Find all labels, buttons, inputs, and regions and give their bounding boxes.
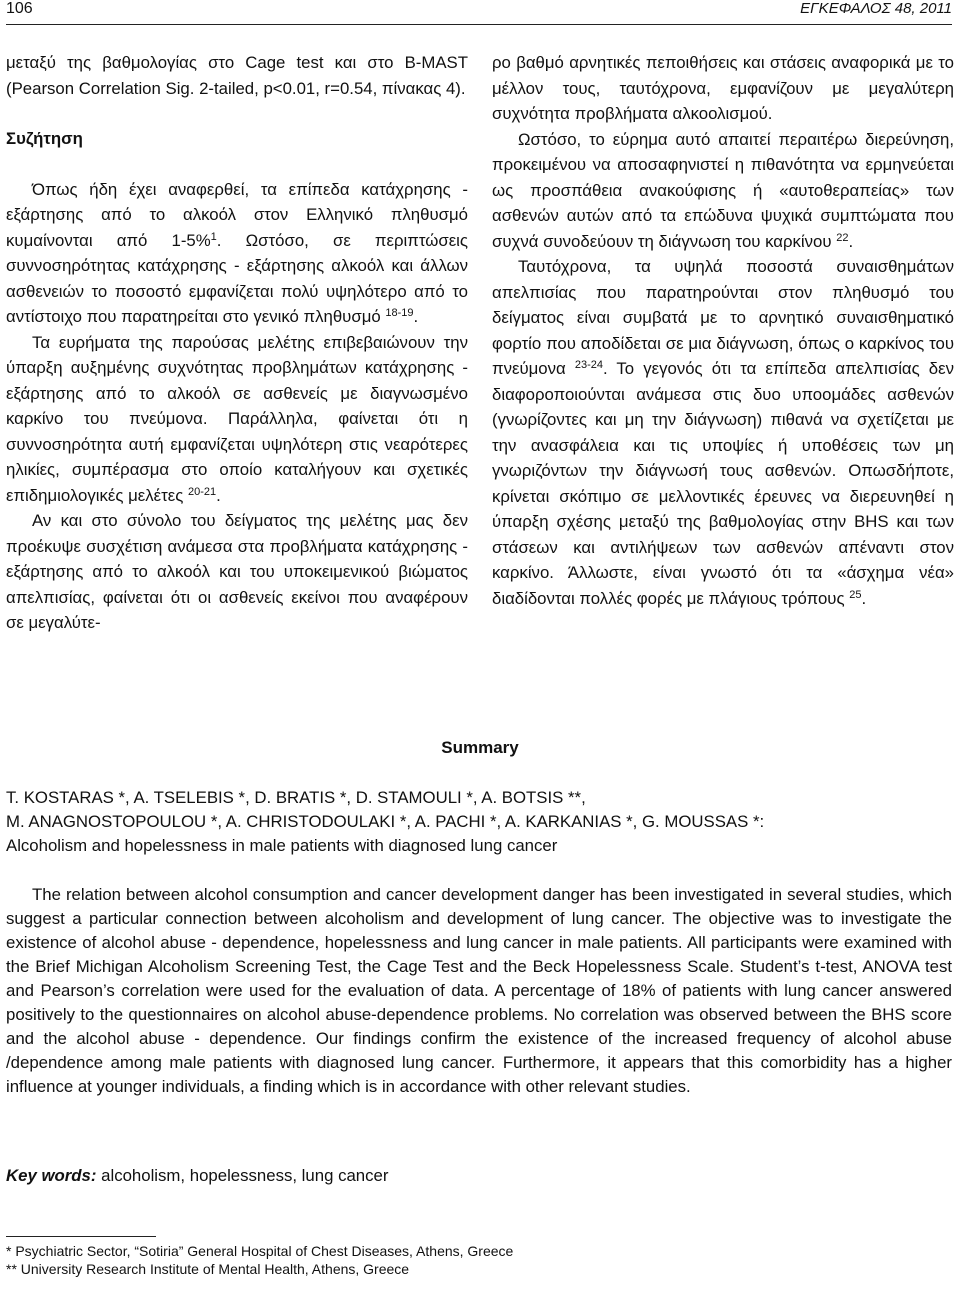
intro-paragraph: μεταξύ της βαθμολογίας στο Cage test και στο B-MAST (Pearson Correlation Sig. 2-tailed, p<0.01, r=0.54, πίνακας 4).: [6, 53, 468, 98]
footnote-rule: [6, 1236, 156, 1237]
summary-authors-block: [6, 786, 952, 858]
discussion-paragraph-1: [6, 177, 468, 330]
citation: 22: [836, 231, 849, 244]
text-run: .: [216, 485, 221, 505]
discussion-paragraph-4: [492, 127, 954, 255]
citation: 1: [210, 230, 217, 243]
text-run: . Το γεγονός ότι τα επίπεδα απελπισίας δεν διαφοροποιούνται ανάμεσα στις δυο υποομάδες ασθενών (γνωρίζοντες και μη την διάγνωση) πιθανά να σχετίζεται με την ανασφάλεια και τις υποψίες ή υποθέσεις των μη γνωριζόντων την διάγνωσή τους ασθενών. Οπωσδήποτε, κρίνεται σκόπιμο σε μελλοντικές έρευνες να διερευνηθεί η ύπαρξη σχέσης μεταξύ της βαθμολογίας στην BHS και των στάσεων και αντιλήψεων των ασθενών απέναντι στον καρκίνο. Άλλωστε, είναι γνωστό ότι τα «άσχημα νέα» διαδίδονται πολλές φορές με πλάγιους τρόπους: [492, 359, 955, 608]
left-column: [6, 50, 468, 636]
text-run: Ωστόσο, το εύρημα αυτό απαιτεί περαιτέρω διερεύνηση, προκειμένου να αποσαφηνιστεί η πιθανότητα να ερμηνεύεται ως προσπάθεια ανακούφισης ή «αυτοθεραπείας» των ασθενών αυτών από τα επώδυνα ψυχικά συμπτώματα που συχνά συνοδεύουν τη διάγνωση του καρκίνου: [492, 129, 954, 251]
keywords-list: alcoholism, hopelessness, lung cancer: [96, 1166, 389, 1185]
citation: 25: [849, 588, 862, 601]
footnote-1: * Psychiatric Sector, “Sotiria” General Hospital of Chest Diseases, Athens, Greece: [6, 1243, 514, 1259]
keywords-line: [6, 1166, 952, 1186]
text-run: Τα ευρήματα της παρούσας μελέτης επιβεβαιώνουν την ύπαρξη αυξημένης συχνότητας προβλημάτων κατάχρησης - εξάρτησης από το αλκοόλ σε ασθενείς με διαγνωσμένο καρκίνο του πνεύμονα. Παράλληλα, φαίνεται ότι η συννοσηρότητα αυτή εμφανίζεται υψηλότερη στις νεαρότερες ηλικίες, συμπέρασμα στο οποίο καταλήγουν και σχετικές επιδημιολογικές μελέτες: [6, 332, 468, 505]
text-run: .: [848, 231, 854, 251]
discussion-paragraph-3: Αν και στο σύνολο του δείγματος της μελέτης μας δεν προέκυψε συσχέτιση ανάμεσα στα προβλήματα κατάχρησης - εξάρτησης από το αλκοόλ και του υποκειμενικού βιώματος απελπισίας, φαίνεται ότι οι ασθενείς εκείνοι που αναφέρουν σε μεγαλύτε-: [6, 511, 468, 632]
page-number: 106: [6, 0, 33, 17]
keywords-label: Key words:: [6, 1166, 97, 1185]
right-column: [492, 50, 954, 611]
footnotes: [6, 1242, 513, 1278]
authors-line-2: M. ANAGNOSTOPOULOU *, A. CHRISTODOULAKI *, A. PACHI *, A. KARKANIAS *, G. MOUSSAS *:: [6, 812, 765, 831]
summary-heading: Summary: [441, 738, 519, 757]
footnote-2: ** University Research Institute of Mental Health, Athens, Greece: [6, 1261, 410, 1277]
journal-citation: ΕΓΚΕΦΑΛΟΣ 48, 2011: [800, 0, 952, 17]
page-header: [6, 0, 952, 22]
text-run: Όπως ήδη έχει αναφερθεί, τα επίπεδα κατάχρησης - εξάρτησης από το αλκοόλ στον Ελληνικό πληθυσμό κυμαίνονται από 1-5%: [6, 179, 468, 250]
abstract-text: The relation between alcohol consumption and cancer development danger has been investigated in several studies, which suggest a particular connection between alcoholism and development of lung cancer. The objective was to investigate the existence of alcohol abuse - dependence, hopelessness and lung cancer in male patients. All participants were examined with the Brief Michigan Alcoholism Screening Test, the Cage Test and the Beck Hopelessness Scale. Student’s t-test, ANOVA test and Pearson’s correlation were used for the evaluation of data. A percentage of 18% of patients with lung cancer answered positively to the questionnaires on alcohol abuse-dependence problems. No correlation was observed between the BHS score and the alcohol abuse - dependence. Our findings confirm the existence of the increased frequency of alcohol abuse /dependence among male patients with diagnosed lung cancer. Furthermore, it appears that this comorbidity has a higher influence at younger individuals, a finding which is in accordance with other relevant studies.: [6, 885, 952, 1096]
article-title: Alcoholism and hopelessness in male patients with diagnosed lung cancer: [6, 836, 558, 855]
text-run: . Ωστόσο, σε περιπτώσεις συννοσηρότητας κατάχρησης - εξάρτησης αλκοόλ και άλλων ασθενειών το ποσοστό εμφανίζεται πολύ υψηλότερο από το αντίστοιχο που παρατηρείται στο γενικό πληθυσμό: [6, 230, 468, 326]
citation: 23-24: [574, 359, 603, 371]
text-run: .: [413, 307, 419, 326]
discussion-heading: Συζήτηση: [6, 129, 83, 148]
authors-line-1: T. KOSTARAS *, A. TSELEBIS *, D. BRATIS *, D. STAMOULI *, A. BOTSIS **,: [6, 788, 586, 807]
discussion-paragraph-2: [6, 330, 468, 509]
text-run: .: [861, 588, 867, 608]
discussion-paragraph-5: [492, 254, 954, 611]
continued-paragraph: ρο βαθμό αρνητικές πεποιθήσεις και στάσεις αναφορικά με το μέλλον τους, ταυτόχρονα, εμφανίζουν με μεγαλύτερη συχνότητα προβλήματα αλκοολισμού.: [492, 53, 954, 123]
text-run: Ταυτόχρονα, τα υψηλά ποσοστά συναισθημάτων απελπισίας που παρατηρούνται στον πληθυσμό του δείγματος είναι συμβατά με το αρνητικό συναισθηματικό φορτίο που αποδίδεται σε μια διάγνωση, όπως ο καρκίνος του πνεύμονα: [492, 257, 954, 378]
citation: 18-19: [385, 307, 414, 319]
citation: 20-21: [187, 485, 217, 498]
header-rule: [6, 24, 952, 25]
